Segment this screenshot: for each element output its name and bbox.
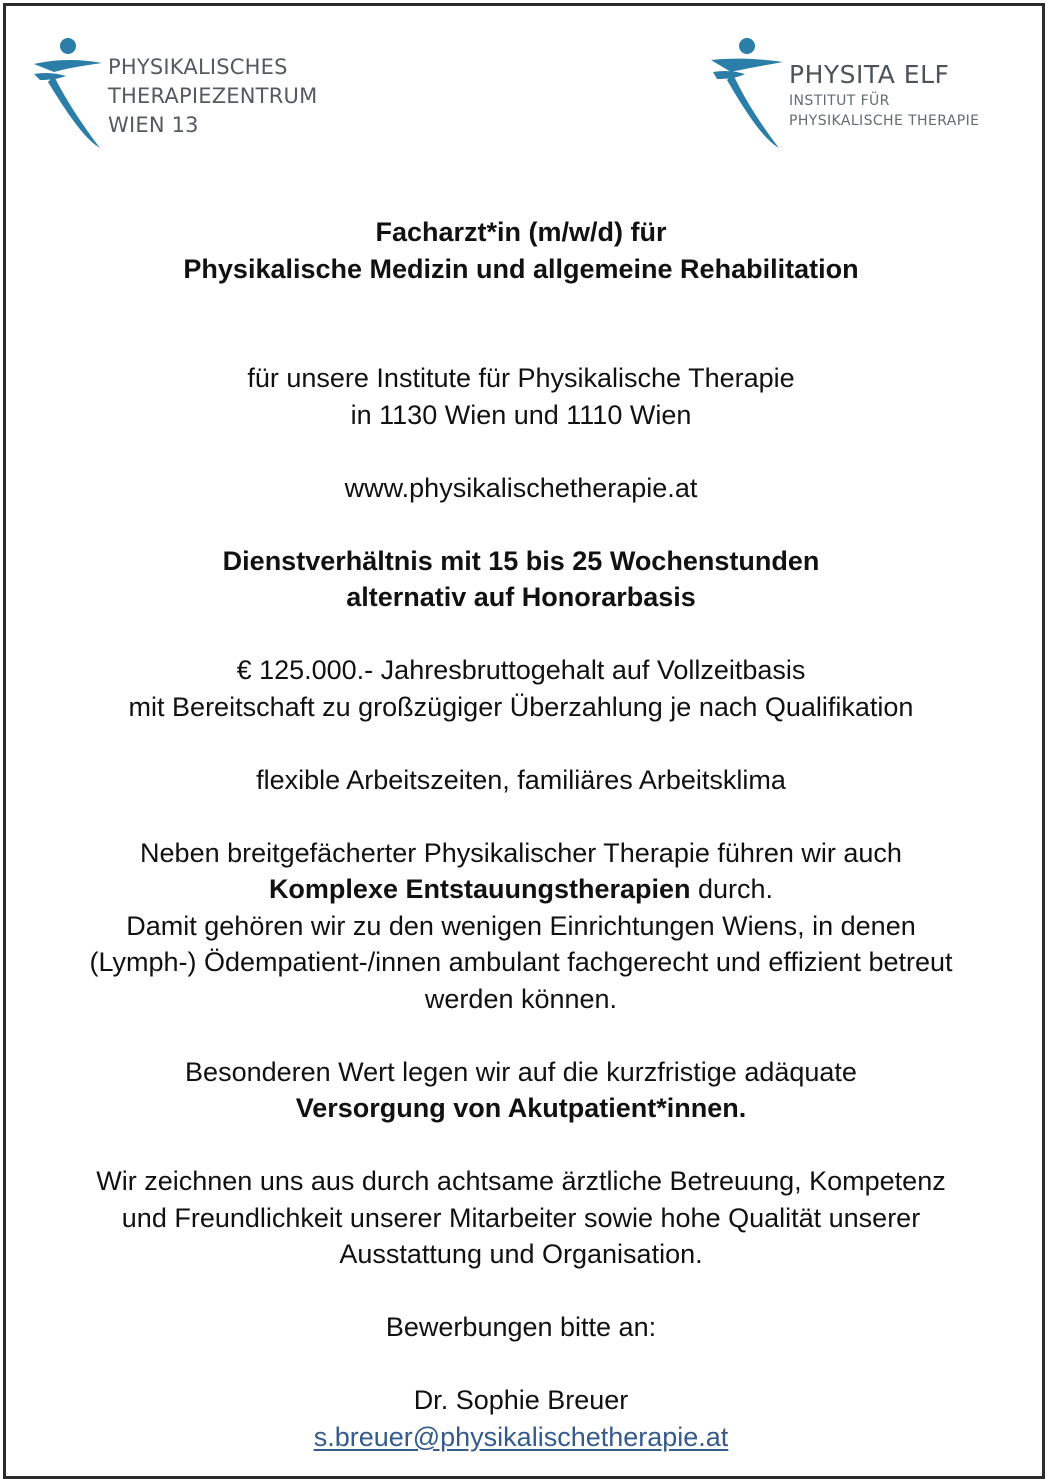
location-line-1: für unsere Institute für Physikalische Therapie	[247, 363, 795, 393]
application-block	[6, 1309, 1036, 1346]
focus-line-1: Besonderen Wert legen wir auf die kurzfristige adäquate	[185, 1056, 857, 1087]
therapy-line-4: (Lymph-) Ödempatient-/innen ambulant fachgerecht und effizient betreut	[89, 947, 953, 977]
logo-right-sub-1: INSTITUT FÜR	[789, 93, 890, 109]
person-figure-icon	[30, 36, 104, 152]
benefits-block	[6, 762, 1036, 799]
contact-name: Dr. Sophie Breuer	[413, 1385, 629, 1415]
employment-block	[6, 543, 1036, 616]
title-line-1: Facharzt*in (m/w/d) für	[375, 217, 667, 247]
website-block	[6, 470, 1036, 507]
focus-block	[6, 1054, 1036, 1127]
values-block	[6, 1163, 1036, 1273]
therapy-block	[6, 835, 1036, 1018]
person-figure-icon	[707, 36, 783, 152]
application-label: Bewerbungen bitte an:	[385, 1312, 657, 1342]
therapy-line-3: Damit gehören wir zu den wenigen Einrichtungen Wiens, in denen	[126, 910, 916, 941]
employment-line-1: Dienstverhältnis mit 15 bis 25 Wochenstunden	[222, 545, 820, 576]
salary-line-2: mit Bereitschaft zu großzügiger Überzahlung je nach Qualifikation	[128, 691, 914, 722]
logo-left-line-3: WIEN 13	[108, 112, 199, 137]
therapy-line-1: Neben breitgefächerter Physikalischer Therapie führen wir auch	[140, 837, 902, 868]
logo-left-line-1: PHYSIKALISCHES	[108, 54, 288, 79]
email-link[interactable]: s.breuer@physikalischetherapie.at	[313, 1421, 729, 1452]
focus-line-2: Versorgung von Akutpatient*innen.	[295, 1093, 747, 1123]
salary-line-1: € 125.000.- Jahresbruttogehalt auf Vollzeitbasis	[236, 655, 806, 685]
location-line-2: in 1130 Wien und 1110 Wien	[350, 399, 692, 430]
values-line-2: und Freundlichkeit unserer Mitarbeiter sowie hohe Qualität unserer	[121, 1202, 921, 1233]
salary-block	[6, 652, 1036, 725]
contact-block	[6, 1382, 1036, 1455]
title-line-2: Physikalische Medizin und allgemeine Rehabilitation	[183, 253, 859, 284]
values-line-3: Ausstattung und Organisation.	[339, 1239, 703, 1269]
employment-line-2: alternativ auf Honorarbasis	[346, 582, 696, 612]
logo-right-brand: PHYSITA ELF	[789, 60, 950, 89]
logo-left-line-2: THERAPIEZENTRUM	[108, 83, 318, 108]
job-posting-body	[6, 214, 1036, 1455]
logo-physikalisches-therapiezentrum	[30, 36, 317, 152]
website-link[interactable]: www.physikalischetherapie.at	[344, 472, 698, 503]
therapy-after-bold: durch.	[690, 874, 774, 904]
benefits-text: flexible Arbeitszeiten, familiäres Arbeitsklima	[256, 764, 786, 795]
therapy-line-2	[6, 871, 1036, 908]
logo-physita-elf	[707, 36, 979, 152]
location-block	[6, 360, 1036, 433]
therapy-line-5: werden können.	[424, 983, 618, 1014]
therapy-bold: Komplexe Entstauungstherapien	[268, 874, 691, 904]
logo-right-sub-2: PHYSIKALISCHE THERAPIE	[789, 113, 980, 129]
values-line-1: Wir zeichnen uns aus durch achtsame ärztliche Betreuung, Kompetenz	[96, 1166, 946, 1196]
